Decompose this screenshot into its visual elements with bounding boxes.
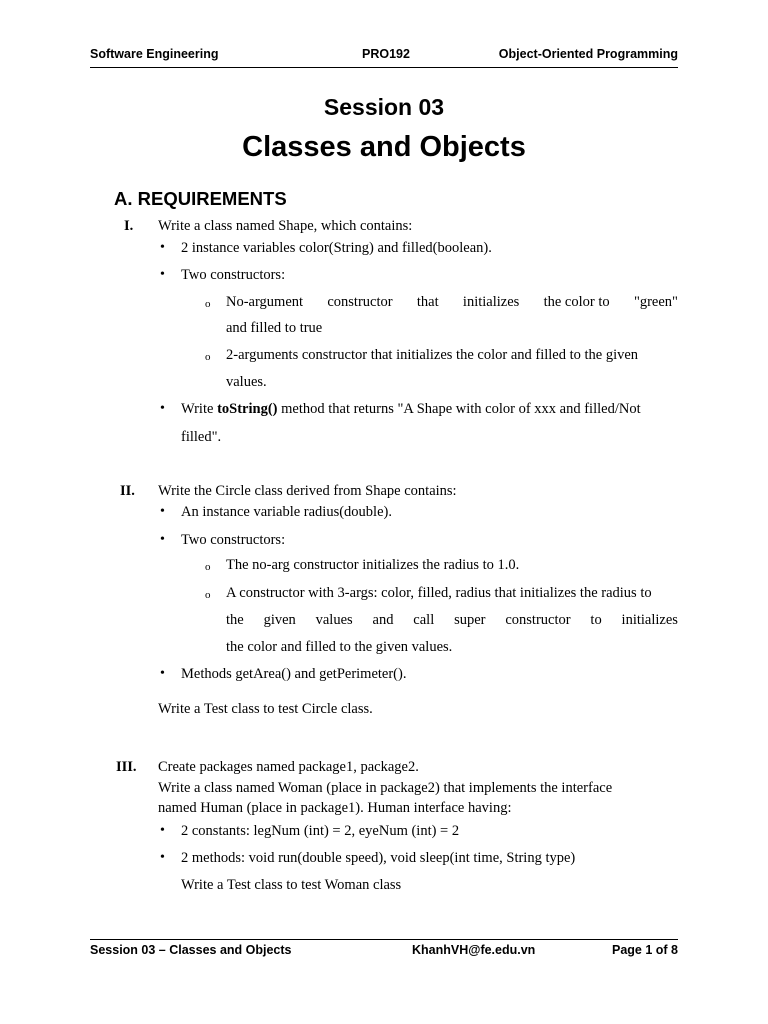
req2-bullet-2: Two constructors: [181,532,286,548]
req2-sub-2-line-1: A constructor with 3-args: color, filled, radius that initializes the radius to [226,585,652,601]
page-header [90,47,678,65]
session-number: Session 03 [323,94,445,120]
word: the [226,612,244,628]
footer-divider [90,939,678,940]
req3-line-3: named Human (place in package1). Human interface having: [158,800,512,816]
req3-bullet-1: 2 constants: legNum (int) = 2, eyeNum (int) = 2 [181,823,460,839]
req1-bullet-3 [181,400,641,418]
req2-number: II. [120,483,135,499]
req1-bullet-3-post: method that returns "A Shape with color of xxx and filled/Not [277,401,641,417]
req2-bullet-3: Methods getArea() and getPerimeter(). [181,666,407,682]
word: values [315,612,353,628]
req2-sub-1: The no-arg constructor initializes the radius to 1.0. [226,557,520,573]
circle-bullet-icon: o [205,589,211,601]
word: initializes [462,294,520,310]
req1-sub-1-line-2: and filled to true [226,320,323,336]
bullet-icon: • [160,823,165,838]
header-subject: Object-Oriented Programming [498,47,678,61]
req3-test-line: Write a Test class to test Woman class [181,877,402,893]
bullet-icon: • [160,504,165,519]
footer-author-email: KhanhVH@fe.edu.vn [412,943,536,957]
req1-bullet-2: Two constructors: [181,267,286,283]
section-heading: A. REQUIREMENTS [114,188,287,209]
word: to [590,612,602,628]
page-footer [90,943,678,961]
req2-sub-2-line-2 [226,611,678,629]
bullet-icon: • [160,532,165,547]
req3-line-2: Write a class named Woman (place in package2) that implements the interface [158,780,613,796]
footer-session-title: Session 03 – Classes and Objects [90,943,292,957]
req1-intro: Write a class named Shape, which contains: [158,218,413,234]
header-course-area: Software Engineering [90,47,219,61]
req1-bullet-1: 2 instance variables color(String) and filled(boolean). [181,240,492,256]
circle-bullet-icon: o [205,351,211,363]
req2-bullet-1: An instance variable radius(double). [181,504,392,520]
req1-sub-2-line-2: values. [226,374,267,390]
req2-test-line: Write a Test class to test Circle class. [158,701,373,717]
bullet-icon: • [160,267,165,282]
tostring-method-name: toString() [217,401,278,417]
req2-intro: Write the Circle class derived from Shape contains: [158,483,457,499]
word: "green" [633,294,678,310]
bullet-icon: • [160,666,165,681]
req3-bullet-2: 2 methods: void run(double speed), void sleep(int time, String type) [181,850,576,866]
word: call [413,612,435,628]
req1-number: I. [124,218,134,234]
req1-sub-1-line-1 [226,293,678,311]
word: constructor [505,612,571,628]
req1-sub-2-line-1: 2-arguments constructor that initializes the color and filled to the given [226,347,639,363]
req1-bullet-3-line-2: filled". [181,429,222,445]
bullet-icon: • [160,850,165,865]
word: super [454,612,486,628]
word: initializes [621,612,678,628]
word: the color to [543,294,610,310]
header-divider [90,67,678,68]
word: constructor [327,294,393,310]
req3-number: III. [116,759,137,775]
document-title: Classes and Objects [242,131,526,163]
word: No-argument [226,294,304,310]
word: and [372,612,394,628]
req3-intro: Create packages named package1, package2. [158,759,419,775]
footer-page-number: Page 1 of 8 [612,943,678,957]
req1-bullet-3-pre: Write [181,401,218,417]
word: given [263,612,296,628]
word: that [416,294,439,310]
req2-sub-2-line-3: the color and filled to the given values. [226,639,453,655]
circle-bullet-icon: o [205,561,211,573]
bullet-icon: • [160,240,165,255]
bullet-icon: • [160,401,165,416]
circle-bullet-icon: o [205,298,211,310]
header-course-code: PRO192 [362,47,410,61]
